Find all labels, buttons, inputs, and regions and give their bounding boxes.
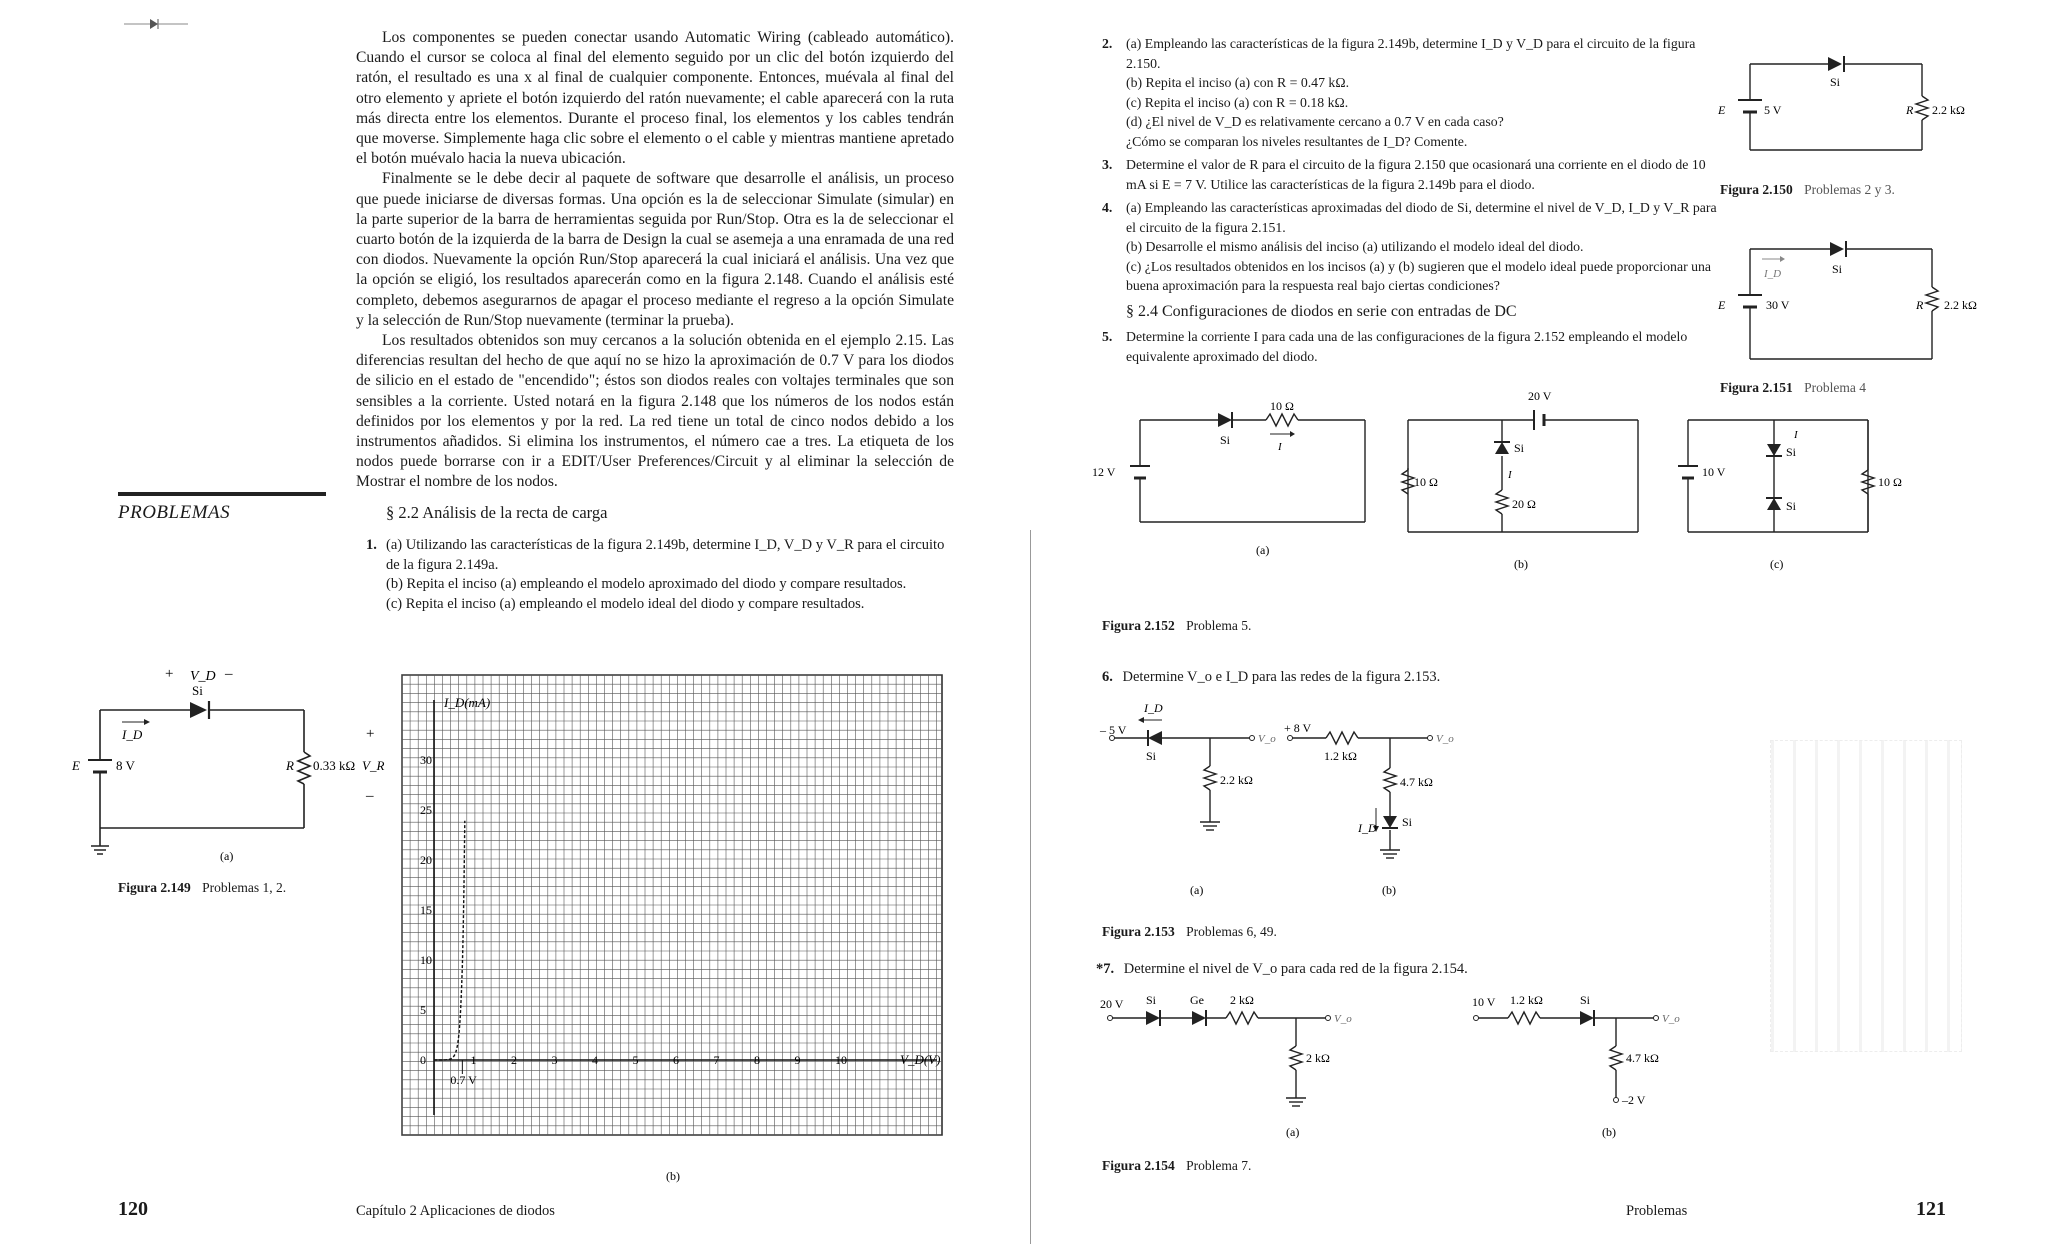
ge-label: Ge [1190, 993, 1204, 1007]
body-text [356, 28, 954, 493]
x-tick-label: 4 [592, 1053, 598, 1067]
vr-plus: + [366, 726, 375, 742]
y-tick-label: 20 [420, 853, 432, 867]
source-label: 12 V [1092, 465, 1116, 479]
r-label: R [1906, 103, 1914, 117]
problem-part: (c) Repita el inciso (a) con R = 0.18 kΩ. [1126, 94, 1349, 110]
i-label: I [1278, 441, 1282, 453]
figure-2-151-circuit [1710, 235, 2000, 370]
section-heading: § 2.4 Configuraciones de diodos en serie con entradas de DC [1126, 302, 1517, 320]
problem-part: (a) Empleando las características aproximadas del diodo de Si, determine el nivel de V_D, I_D y V_R para el circuito de la figura 2.151. [1126, 200, 1717, 235]
figure-2-150-circuit [1710, 50, 1990, 160]
page-number: 120 [118, 1198, 148, 1220]
figure-2-152-circuits [1090, 389, 1798, 610]
caption-text: Problemas 6, 49. [1186, 924, 1277, 939]
problem-number: 3. [1102, 157, 1113, 172]
problem-5 [1102, 327, 1722, 366]
figure-2-154-caption [1102, 1158, 1251, 1174]
figure-2-152-caption [1102, 618, 1251, 634]
figure-2-149b-graph [392, 665, 972, 1185]
x-tick-label: 10 [835, 1053, 847, 1067]
e-label: E [1718, 298, 1726, 312]
vd-plus: + [165, 666, 174, 682]
r-value: 2.2 kΩ [1944, 298, 1977, 312]
y-tick-label: 30 [420, 753, 432, 767]
si-label: Si [1830, 75, 1841, 89]
i-label: I [1508, 469, 1512, 481]
caption-text: Problema 5. [1186, 618, 1252, 633]
vr-label: V_R [362, 758, 385, 773]
caption-text: Problemas 1, 2. [202, 880, 287, 895]
r2-label: 4.7 kΩ [1400, 775, 1433, 789]
caption-number: Figura 2.151 [1720, 380, 1793, 395]
y-tick-label: 25 [420, 803, 432, 817]
figure-2-150-caption [1720, 182, 1895, 198]
x-tick-label: 7 [713, 1053, 720, 1067]
figure-2-153-caption [1102, 924, 1277, 940]
e-label: E [72, 758, 80, 773]
subfigure-label: (b) [1382, 883, 1396, 897]
problems-rule [118, 492, 326, 496]
r2-label: 4.7 kΩ [1626, 1051, 1659, 1065]
r-label: R [1916, 298, 1924, 312]
problem-2 [1102, 34, 1722, 151]
subfigure-label: (a) [220, 849, 234, 863]
source-label: 20 V [1100, 997, 1124, 1011]
problem-text: Determine el valor de R para el circuito de la figura 2.150 que ocasionará una corriente en el diodo de 10 mA si E = 7 V. Utilice las características de la figura 2.149b para el diodo. [1126, 157, 1706, 192]
caption-number: Figura 2.149 [118, 880, 191, 895]
r1-label: 1.2 kΩ [1324, 749, 1357, 763]
problem-part: (a) Utilizando las características de la figura 2.149b, determine I_D, V_D y V_R para el circuito de la figura 2.149a. [386, 537, 945, 573]
x-tick-label: 1 [470, 1053, 477, 1067]
r-label: 2.2 kΩ [1220, 773, 1253, 787]
y-tick-label: 10 [420, 953, 432, 967]
problem-number: *7. [1096, 961, 1115, 977]
figure-2-154-circuits [1096, 990, 1716, 1140]
diode-symbol [190, 702, 207, 718]
subfigure-label: (b) [1602, 1125, 1616, 1139]
problem-part: (b) Desarrolle el mismo análisis del inciso (a) utilizando el modelo ideal del diodo. [1126, 239, 1584, 254]
problem-text: Determine el nivel de V_o para cada red de la figura 2.154. [1123, 961, 1468, 977]
x-tick-label: 6 [673, 1053, 679, 1067]
e-value: 30 V [1766, 298, 1790, 312]
paragraph: Finalmente se le debe decir al paquete de software que desarrolle el análisis, un proceso que puede iniciarse de diversas formas. Una opción es la de seleccionar Simulate (simular) en la parte superior de la barra de herramientas seguida por Run/Stop. Otra es la de seleccionar el cuarto botón de la izquierda de la barra de Design la cual se asemeja a una enramada de una red con diodos. Nuevamente la opción Run/Stop aparecerá la cual iniciará el análisis. Una vez que la opción se eligió, los resultados aparecerán como en la figura 2.148. Cuando el análisis esté completo, debemos asegurarnos de apagar el proceso mediante el regreso a la opción Simulate y la selección de Run/Stop nuevamente (terminar la prueba). [356, 170, 954, 329]
right-page [1030, 0, 2048, 1244]
vo-label: V_o [1436, 733, 1454, 745]
r1-label: 10 Ω [1414, 475, 1438, 489]
caption-number: Figura 2.153 [1102, 924, 1175, 939]
problem-part: (c) ¿Los resultados obtenidos en los incisos (a) y (b) sugieren que el modelo ideal puede proporcionar una buena aproximación para la respuesta real bajo ciertas condiciones? [1126, 258, 1712, 293]
si-label: Si [1146, 993, 1157, 1007]
x-tick-label: 8 [754, 1053, 760, 1067]
si-label: Si [1832, 262, 1843, 276]
running-footer: Problemas [1626, 1203, 1688, 1219]
id-label: I_D [1358, 821, 1377, 835]
subfigure-label: (b) [666, 1169, 680, 1183]
y-axis-label: I_D(mA) [444, 695, 491, 710]
library-stamp [1770, 740, 1962, 1052]
problem-number: 6. [1102, 669, 1113, 685]
problems-heading: PROBLEMAS [118, 502, 231, 523]
vo-label: V_o [1258, 733, 1276, 745]
caption-text: Problema 7. [1186, 1158, 1252, 1173]
y-tick-label: 0 [420, 1053, 426, 1067]
neg-supply-label: –2 V [1622, 1093, 1646, 1107]
si-label: Si [1402, 815, 1413, 829]
paragraph: Los resultados obtenidos son muy cercanos a la solución obtenida en el ejemplo 2.15. Las diferencias resultan del hecho de que aquí no se hizo la aproximación de 0.7 V para los diodos de silicio en el estado de "encendido"; éstos son diodos reales con voltajes terminales que son sensibles a la corriente. Usted notará en la figura 2.148 que los números de los nodos están definidos por los elementos y por la red. La red tiene un total de cinco nodos debido a los instrumentos añadidos. Si elimina los instrumentos, el número cae a tres. La etiqueta de los nodos puede borrarse con ir a EDIT/User Preferences/Circuit y al eliminar la selección de Mostrar el nombre de los nodos. [356, 332, 954, 491]
caption-number: Figura 2.150 [1720, 182, 1793, 197]
problem-7 [1096, 960, 1716, 980]
diode-icon [124, 16, 194, 32]
problem-part: (d) ¿El nivel de V_D es relativamente cercano a 0.7 V en cada caso? [1126, 114, 1504, 129]
left-page [0, 0, 1020, 1244]
subfigure-label: (a) [1190, 883, 1204, 897]
subfigure-label: (c) [1770, 557, 1784, 571]
r1-label: 2 kΩ [1230, 993, 1254, 1007]
problem-1 [366, 536, 956, 614]
r1-label: 1.2 kΩ [1510, 993, 1543, 1007]
page-number: 121 [1916, 1198, 1946, 1220]
vd-minus: – [225, 666, 233, 682]
r-label: 10 Ω [1270, 399, 1294, 413]
section-heading: § 2.2 Análisis de la recta de carga [386, 503, 608, 522]
problem-part: ¿Cómo se comparan los niveles resultantes de I_D? Comente. [1126, 133, 1468, 149]
i-label: I [1794, 429, 1798, 441]
x-tick-label: 3 [551, 1053, 558, 1067]
si-label: Si [1146, 749, 1157, 763]
r2-label: 20 Ω [1512, 497, 1536, 511]
vr-minus: – [366, 788, 374, 804]
si1-label: Si [1786, 445, 1797, 459]
r2-label: 2 kΩ [1306, 1051, 1330, 1065]
figure-2-153-circuits [1100, 698, 1520, 908]
source-label: – 5 V [1100, 723, 1127, 737]
problem-4 [1102, 198, 1722, 296]
problem-part: (b) Repita el inciso (a) empleando el modelo aproximado del diodo y compare resultados. [386, 576, 907, 592]
r-label: R [286, 758, 294, 773]
problem-part: (c) Repita el inciso (a) empleando el modelo ideal del diodo y compare resultados. [386, 595, 865, 612]
problem-number: 4. [1102, 200, 1113, 215]
subfigure-label: (a) [1286, 1125, 1300, 1139]
x-tick-label: 9 [794, 1053, 801, 1067]
problem-number: 2. [1102, 36, 1113, 51]
y-tick-label: 15 [420, 903, 432, 917]
problem-text: Determine la corriente I para cada una de las configuraciones de la figura 2.152 empleando el modelo equivalente aproximado del diodo. [1126, 329, 1688, 364]
caption-number: Figura 2.154 [1102, 1158, 1175, 1173]
x-tick-label: 2 [511, 1053, 517, 1067]
r-value: 2.2 kΩ [1932, 103, 1965, 117]
e-value: 5 V [1764, 103, 1782, 117]
caption-text: Problemas 2 y 3. [1804, 182, 1895, 197]
source-label: 10 V [1702, 465, 1726, 479]
si-label: Si [1514, 441, 1525, 455]
source-label: 20 V [1528, 389, 1552, 403]
si-label: Si [192, 683, 203, 698]
x-axis-label: V_D(V) [900, 1052, 941, 1067]
left-footer [118, 1198, 998, 1221]
problem-number: 5. [1102, 329, 1113, 344]
problem-text: Determine V_o e I_D para las redes de la figura 2.153. [1122, 669, 1441, 685]
y-tick-label: 5 [420, 1003, 426, 1017]
si-label: Si [1580, 993, 1591, 1007]
vd-label: V_D [190, 669, 216, 684]
si-label: Si [1220, 433, 1231, 447]
problem-part: (b) Repita el inciso (a) con R = 0.47 kΩ. [1126, 75, 1350, 90]
problem-part: (a) Empleando las características de la figura 2.149b, determine I_D y V_D para el circuito de la figura 2.150. [1126, 36, 1696, 71]
paragraph: Los componentes se pueden conectar usando Automatic Wiring (cableado automático). Cuando el cursor se coloca al final del elemento seguido por un clic del botón izquierdo del ratón, el resultado es una x al final de cualquier componente. Entonces, muévala al final del otro elemento y apriete el botón izquierdo del ratón nuevamente; el cable aparecerá con la ruta más directa entre los elementos. Durante el proceso final, los elementos y los cables tendrán que moverse. Simplemente haga clic sobre el elemento o el cable y mientras mantiene apretado el botón muévalo hacia la nueva ubicación. [356, 29, 954, 168]
si2-label: Si [1786, 499, 1797, 513]
figure-2-149-caption [118, 880, 286, 896]
vo-label: V_o [1662, 1013, 1680, 1025]
id-label: I_D [122, 727, 143, 742]
source-label: 10 V [1472, 995, 1496, 1009]
r-label: 10 Ω [1878, 475, 1902, 489]
id-label: I_D [1144, 701, 1163, 715]
id-label: I_D [1764, 268, 1782, 280]
subfigure-label: (b) [1514, 557, 1528, 571]
caption-number: Figura 2.152 [1102, 618, 1175, 633]
e-label: E [1718, 103, 1726, 117]
subfigure-label: (a) [1256, 543, 1270, 557]
r-value: 0.33 kΩ [313, 758, 356, 773]
x-tick-label: 5 [632, 1053, 639, 1067]
e-value: 8 V [116, 758, 135, 773]
source-label: + 8 V [1284, 721, 1312, 735]
problem-3 [1102, 155, 1722, 194]
figure-2-152c-resistor [1770, 390, 1910, 550]
figure-2-149a-circuit [70, 660, 400, 863]
problem-6 [1102, 668, 1722, 688]
caption-text: Problema 4 [1804, 380, 1866, 395]
problems-block [1102, 34, 1722, 366]
knee-label: 0.7 V [450, 1073, 477, 1087]
problem-number: 1. [366, 537, 377, 553]
vo-label: V_o [1334, 1013, 1352, 1025]
running-footer: Capítulo 2 Aplicaciones de diodos [356, 1203, 555, 1219]
